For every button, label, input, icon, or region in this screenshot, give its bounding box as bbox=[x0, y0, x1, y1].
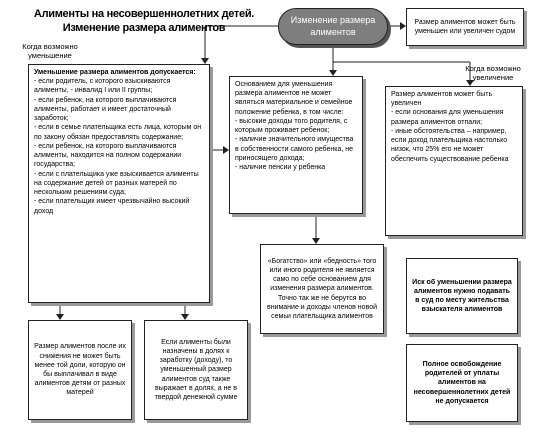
label-increase: Когда возможно увеличение bbox=[465, 64, 521, 82]
decrease-item: - если плательщик имеет чрезвычайно высокий доход bbox=[34, 198, 190, 215]
decrease-item: - если с плательщика уже взыскивается алименты на содержание детей от разных матерей по нескольким решениям суда; bbox=[34, 170, 199, 197]
claim-box: Иск об уменьшении размера алиментов нужно подавать в суд по месту жительства взыскателя алиментов bbox=[406, 258, 518, 334]
decrease-item: - если ребенок, на которого выплачиваются алименты, работает и имеет достаточный заработок; bbox=[34, 96, 177, 123]
decrease-item: - если родитель, с которого взыскиваются алименты, - инвалид I или II группы; bbox=[34, 78, 171, 95]
increase-list bbox=[391, 108, 517, 163]
decrease-list bbox=[34, 77, 204, 216]
wealth-box: «Богатство» или «бедность» того или иного родителя не является само по себе основанием для изменения размера алиментов. Точно так же не берутся во внимание и доходы членов новой семьи плательщика алиментов bbox=[260, 244, 384, 334]
grounds-item: - наличие пенсии у ребенка bbox=[235, 164, 326, 172]
decrease-item: - если ребенок, на которого выплачиваются алименты, находится на полном содержании государства; bbox=[34, 142, 182, 169]
title-line-1: Алименты на несовершеннолетних детей. bbox=[33, 8, 255, 20]
increase-heading: Размер алиментов может быть увеличен bbox=[391, 91, 493, 108]
label-decrease: Когда возможно уменьшение bbox=[22, 42, 78, 60]
grounds-list bbox=[235, 117, 357, 172]
title-line-2: Изменение размера алиментов bbox=[62, 21, 226, 34]
grounds-heading: Основанием для уменьшения размера алиментов не может являться материальное и семейное положение ребенка, в том числе: bbox=[235, 81, 353, 116]
grounds-item: - высокие доходы того родителя, с которым проживает ребенок; bbox=[235, 117, 348, 135]
grounds-item: - наличие значительного имущества в собственности самого ребенка, не приносящего дохода; bbox=[235, 136, 354, 162]
increase-item: - если основания для уменьшения размера алиментов отпали; bbox=[391, 109, 504, 126]
min-alimony-box: Размер алиментов после их снижения не может быть менее той доли, которую он бы выплачивал в виде алиментов детям от разных матерей bbox=[28, 320, 132, 420]
diagram-title bbox=[14, 8, 274, 36]
increase-box bbox=[385, 86, 523, 236]
decrease-heading: Уменьшение размера алиментов допускается: bbox=[34, 69, 196, 76]
release-box: Полное освобождение родителей от уплаты алиментов на несовершеннолетних детей не допускается bbox=[406, 344, 518, 422]
increase-item: - иные обстоятельства – например, если доход плательщика настолько низок, что 25% его не может обеспечить существование ребенка bbox=[391, 127, 509, 163]
center-node: Изменение размера алиментов bbox=[278, 8, 388, 45]
top-right-box: Размер алиментов может быть уменьшен или увеличен судом bbox=[406, 8, 524, 46]
share-form-box: Если алименты были назначены в долях к заработку (доходу), то уменьшенный размер алиментов суд также выражает в долях, а не в твердой денежной сумме bbox=[144, 320, 248, 420]
decrease-box bbox=[28, 64, 210, 303]
decrease-item: - если в семье плательщика есть лица, которым он по закону обязан предоставлять содержание; bbox=[34, 124, 202, 141]
grounds-box bbox=[229, 76, 363, 214]
